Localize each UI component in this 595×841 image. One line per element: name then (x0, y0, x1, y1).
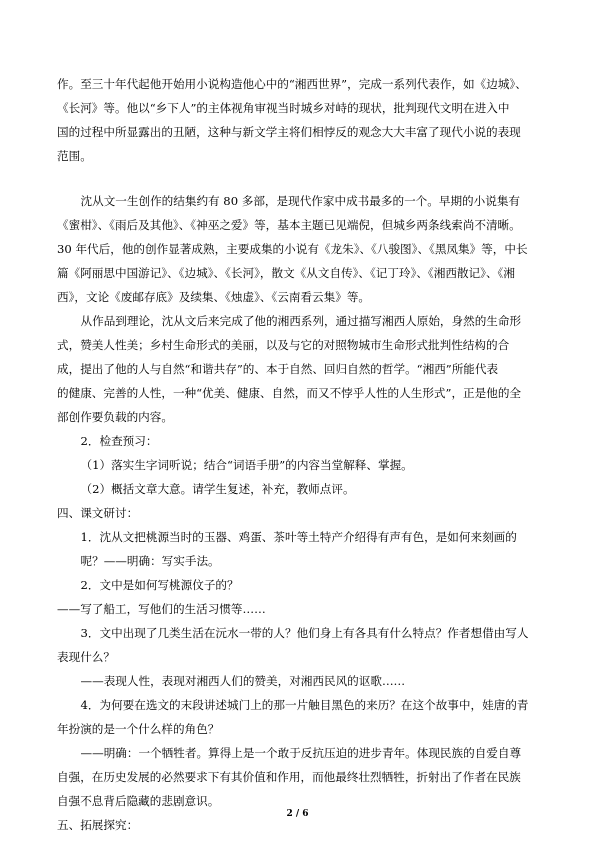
text-line: 部创作要负载的内容。 (57, 410, 173, 424)
text-line: 2．检查预习： (80, 434, 158, 448)
text-line: 年扮演的是一个什么样的角色？ (57, 722, 220, 736)
text-line: 式，赞美人性美；乡村生命形式的美丽，以及与它的对照物城市生命形式批判性结构的合 (57, 338, 510, 352)
text-line: 从作品到理论，沈从文后来完成了他的湘西系列，通过描写湘西人原始，身然的生命形 (80, 314, 522, 328)
text-line: 1．沈从文把桃源当时的玉器、鸡蛋、茶叶等土特产介绍得有声有色，是如何来刻画的 (80, 530, 517, 544)
text-line: 2．文中是如何写桃源伩子的？ (80, 578, 239, 592)
text-line: 的健康、完善的人性，一种“优美、健康、自然，而又不悖乎人性的人生形式”，正是他的全 (57, 386, 522, 400)
text-line: （1）落实生字词听说；结合“词语手册”的内容当堂解释、掌握。 (80, 458, 413, 472)
text-line: 4．为何要在选文的末段讲述城门上的那一片触目黑色的来历？在这个故事中，娃唐的青 (80, 698, 529, 712)
text-line: 范围。 (57, 149, 92, 163)
text-line: 篇《阿丽思中国游记》、《边城》、《长河》，散文《从文自传》、《记丁玲》、《湘西散记》、《湘 (57, 266, 515, 280)
text-line: 呢？——明确：写实手法。 (80, 554, 220, 568)
text-line: 自强，在历史发展的必然要求下有其价值和作用，而他最终壮烈牺牲，折射出了作者在民族 (57, 770, 521, 784)
text-line: 四、课文研讨： (57, 506, 139, 520)
text-line: （2）概括文章大意。请学生复述，补充，教师点评。 (80, 482, 355, 496)
text-line: 作。至三十年代起他开始用小说构造他心中的“湘西世界”，完成一系列代表作，如《边城》、 (57, 77, 527, 91)
text-line: 30 年代后，他的创作显著成熟，主要成集的小说有《龙朱》、《八骏图》、《黑凤集》等，中长 (57, 242, 528, 256)
text-line: ——写了船工，写他们的生活习惯等…… (57, 602, 266, 616)
text-line: ——明确：一个牺牲者。算得上是一个敢于反抗压迫的进步青年。体现民族的自爱自尊 (80, 746, 522, 760)
text-line: 国的过程中所显露出的丑陋，这种与新文学主将们相悖反的观念大大丰富了现代小说的表现 (57, 125, 521, 139)
text-line: 《蜜柑》、《雨后及其他》、《神巫之爱》等，基本主题已见端倪，但城乡两条线索尚不清晰。 (57, 218, 521, 232)
text-line: 成，提出了他的人与自然“和谐共存”的、本于自然、回归自然的哲学。“湘西”所能代表 (57, 362, 499, 376)
text-line: 3．文中出现了几类生活在沅水一带的人？他们身上有各具有什么特点？作者想借由写人 (80, 626, 529, 640)
text-line: 沈从文一生创作的结集约有 80 多部，是现代作家中成书最多的一个。早期的小说集有 (80, 194, 521, 208)
page-number: 2 / 6 (286, 809, 309, 819)
text-line: 表现什么？ (57, 650, 115, 664)
text-line: 西》，文论《废邮存底》及续集、《烛虚》、《云南看云集》等。 (57, 290, 371, 304)
text-line: 《长河》等。他以“乡下人”的主体视角审视当时城乡对峙的现状，批判现代文明在进入中 (57, 101, 510, 115)
text-line: ——表现人性，表现对湘西人们的赞美，对湘西民风的讴歌…… (80, 674, 406, 688)
text-line: 五、拓展探究： (57, 818, 139, 832)
text-line: 自强不息背后隐藏的悲剧意识。 (57, 794, 220, 808)
